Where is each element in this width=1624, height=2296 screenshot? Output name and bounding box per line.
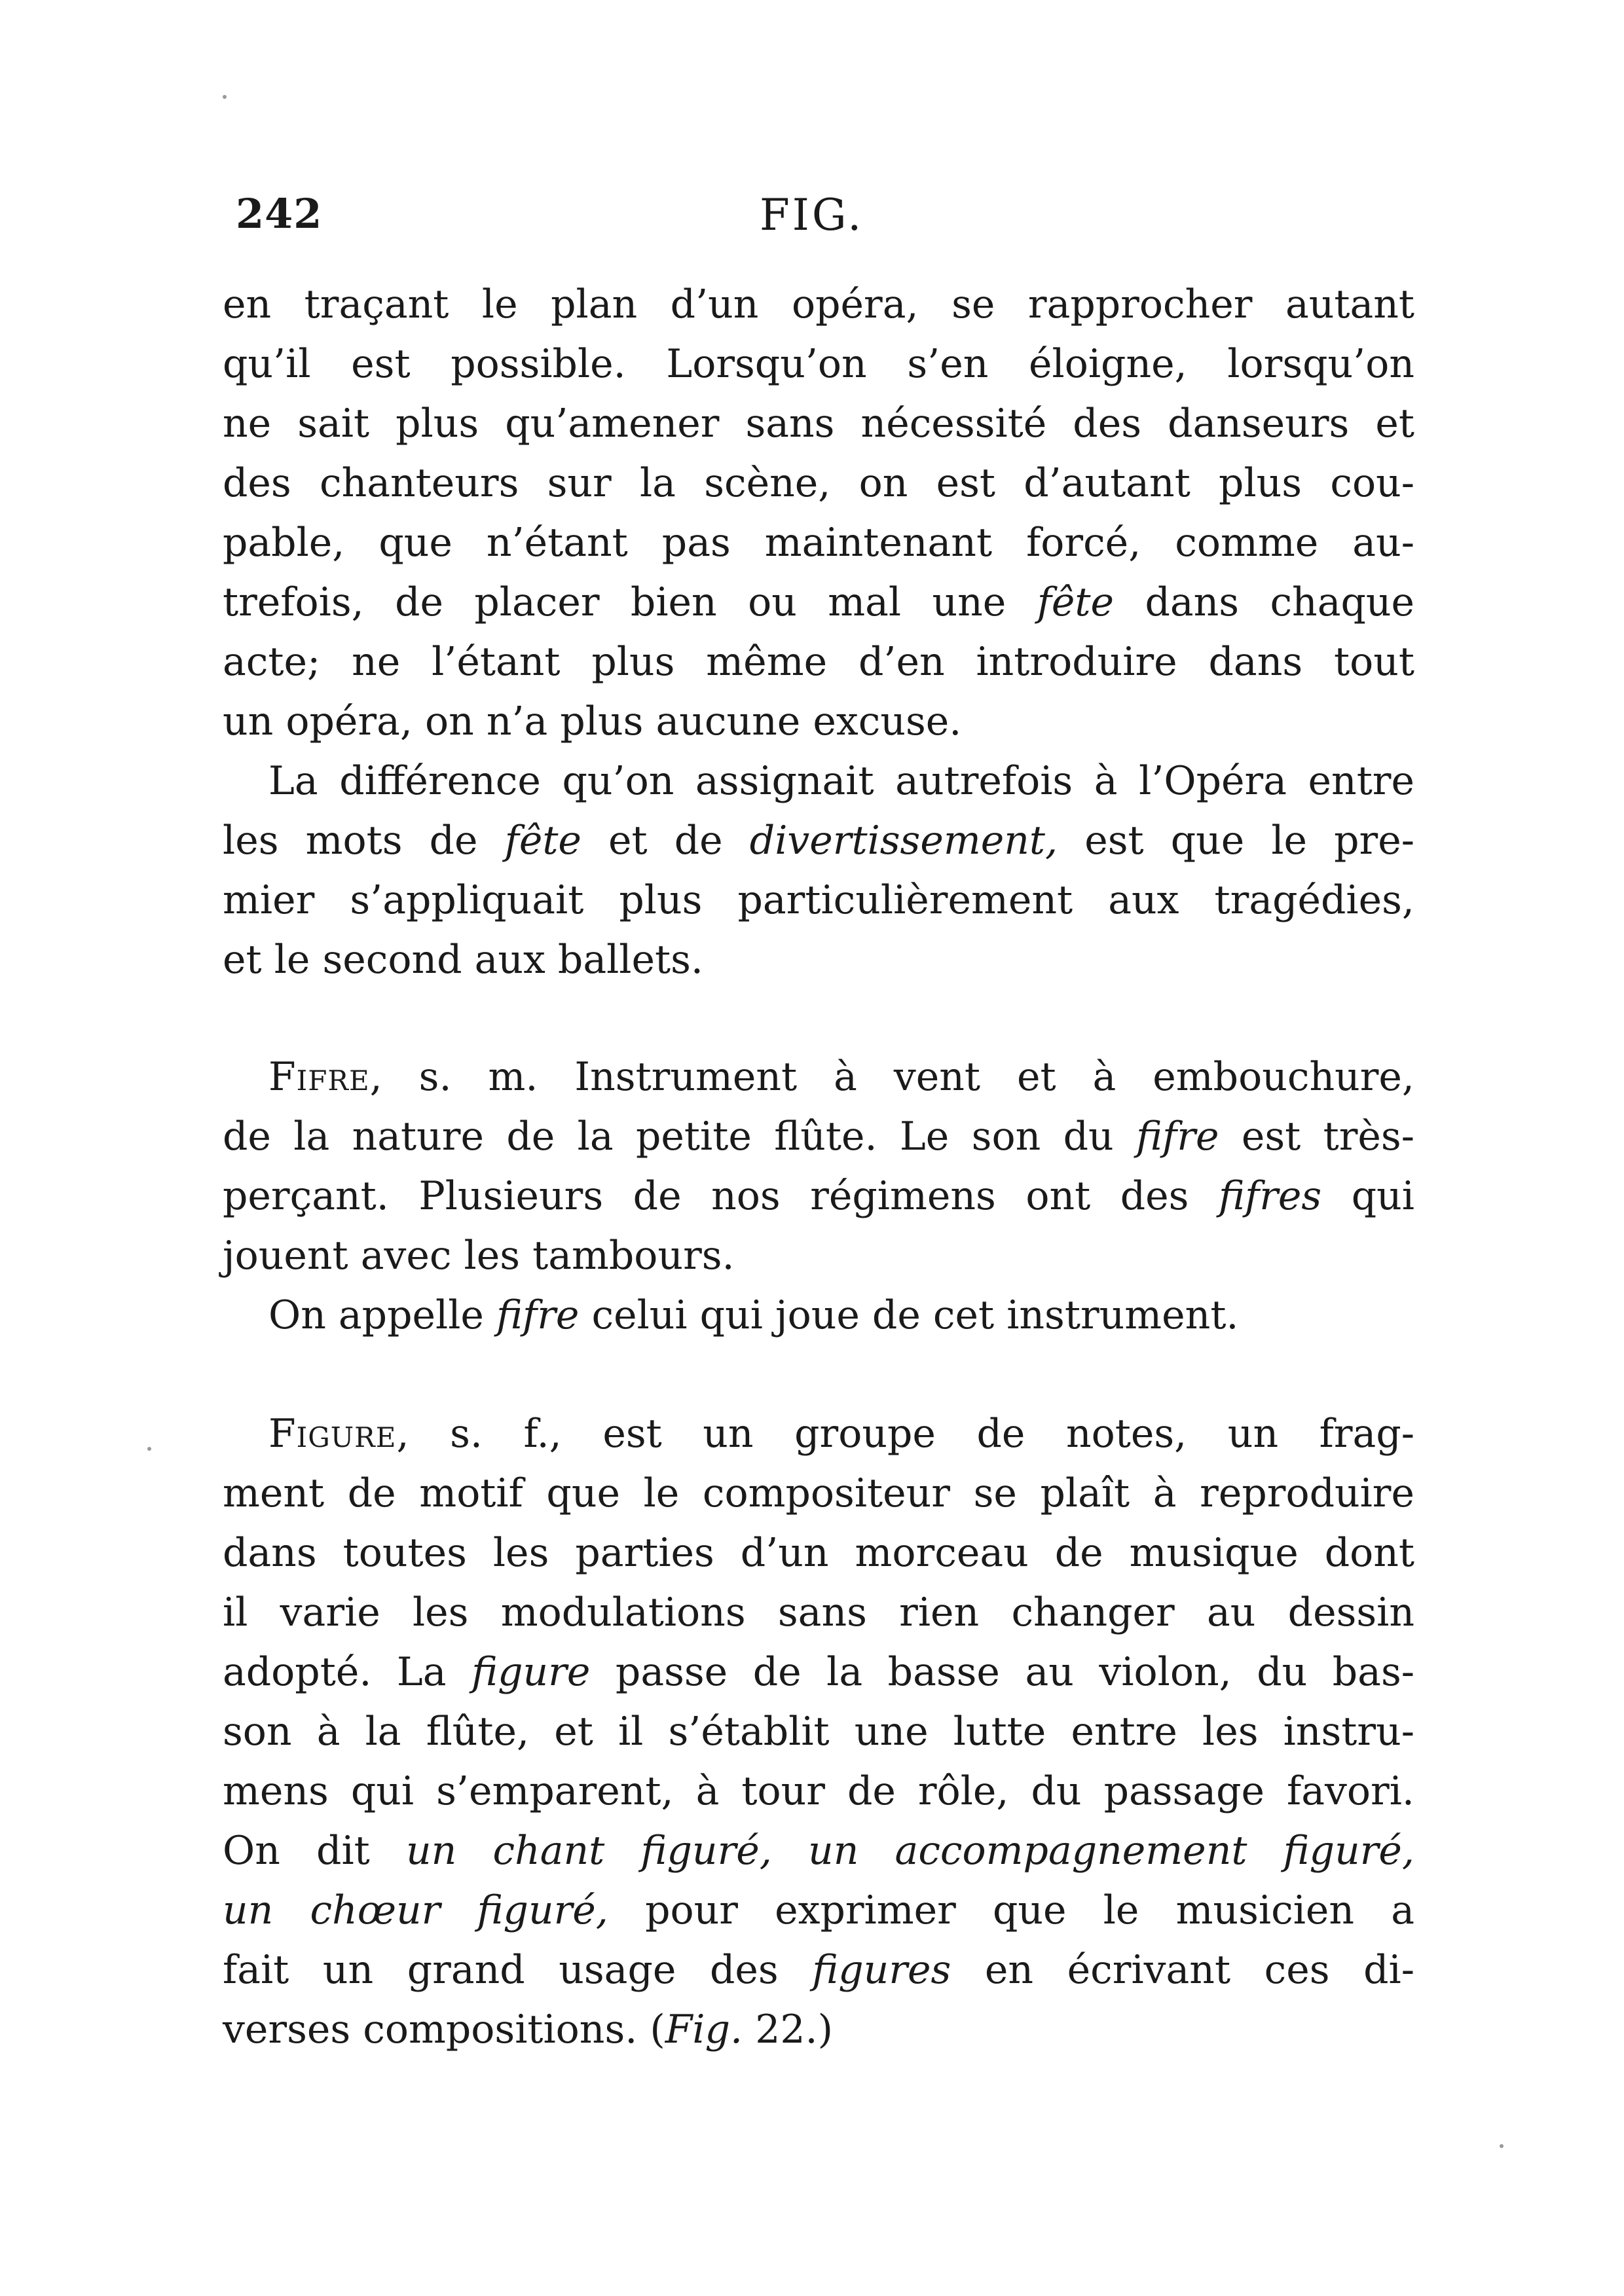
print-speck [223,95,227,99]
text-line: jouent avec les tambours. [223,1233,735,1279]
italic-term: Fig. [665,2007,743,2052]
text-line: et le second aux ballets. [223,937,703,983]
text-line [223,1941,1414,2000]
text-segment: en écrivant ces di- [984,1947,1414,1993]
text-line: mens qui s’emparent, à tour de rôle, du passage favori. [223,1768,1414,1814]
text-line: son à la flûte, et il s’établit une lutte entre les instru- [223,1709,1414,1755]
text-segment: passe de la basse au violon, du bas- [615,1649,1415,1695]
page-number: 242 [236,190,323,238]
text-segment: les mots de [223,818,478,864]
text-line [223,1048,1414,1107]
entry-fifre [223,1048,1414,1345]
text-line [223,1881,1414,1941]
text-segment: On dit [223,1828,370,1874]
text-line [223,1107,1414,1167]
text-line [223,573,1414,632]
text-segment: fait un grand usage des [223,1947,779,1993]
text-line: il varie les modulations sans rien changer au dessin [223,1590,1414,1635]
text-line [223,1286,1414,1345]
text-line: ment de motif que le compositeur se plaît à reproduire [223,1470,1414,1516]
text-segment: , s. f., est un groupe de notes, un frag- [396,1411,1414,1457]
text-line: dans toutes les parties d’un morceau de musique dont [223,1530,1414,1576]
italic-term: fifre [496,1292,580,1338]
text-segment: verses compositions. ( [223,2007,665,2052]
text-segment: et de [608,818,723,864]
italic-term: figure [471,1649,591,1695]
text-line [223,1167,1414,1226]
italic-term: un chant figuré, un accompagnement figuré, [406,1828,1414,1874]
text-line [223,811,1414,871]
running-head [236,190,1408,249]
italic-term: un chœur figuré, [223,1887,608,1933]
running-title: FIG. [760,190,864,240]
entry-fete-continuation [223,275,1414,990]
text-line: des chanteurs sur la scène, on est d’autant plus cou- [223,460,1414,506]
italic-term: fête [504,818,581,864]
text-segment: dans chaque [1145,579,1415,625]
text-line: acte; ne l’étant plus même d’en introduire dans tout [223,639,1414,685]
text-segment: celui qui joue de cet instrument. [591,1292,1239,1338]
text-line: mier s’appliquait plus particulièrement aux tragédies, [223,877,1414,923]
italic-term: divertissement, [749,818,1058,864]
text-line: un opéra, on n’a plus aucune excuse. [223,699,962,744]
print-speck [1500,2144,1504,2148]
italic-term: fête [1037,579,1115,625]
text-segment: est très- [1241,1114,1414,1159]
text-line [223,1404,1414,1464]
entry-headword: Figure [268,1411,397,1457]
text-segment: perçant. Plusieurs de nos régimens ont des [223,1173,1189,1219]
text-segment: de la nature de la petite flûte. Le son du [223,1114,1114,1159]
text-line [223,2000,1414,2060]
text-segment: , s. m. Instrument à vent et à embouchure, [369,1054,1414,1100]
text-line: La différence qu’on assignait autrefois à l’Opéra entre [268,758,1414,804]
text-line: en traçant le plan d’un opéra, se rapprocher autant [223,282,1414,327]
italic-term: fifres [1219,1173,1322,1219]
text-segment: adopté. La [223,1649,447,1695]
entry-headword: Fifre [268,1054,370,1100]
text-segment: On appelle [268,1292,484,1338]
text-line: pable, que n’étant pas maintenant forcé, comme au- [223,520,1414,566]
italic-term: figures [812,1947,951,1993]
print-speck [147,1447,151,1451]
text-line [223,1643,1414,1702]
text-segment: est que le pre- [1084,818,1414,864]
text-segment: qui [1351,1173,1414,1219]
text-segment: trefois, de placer bien ou mal une [223,579,1006,625]
italic-term: fifre [1136,1114,1219,1159]
text-segment: 22.) [755,2007,834,2052]
text-line [223,1821,1414,1881]
text-line: qu’il est possible. Lorsqu’on s’en éloigne, lorsqu’on [223,341,1414,387]
text-segment: pour exprimer que le musicien a [645,1887,1414,1933]
entry-figure [223,1404,1414,2060]
text-line: ne sait plus qu’amener sans nécessité des danseurs et [223,401,1414,446]
